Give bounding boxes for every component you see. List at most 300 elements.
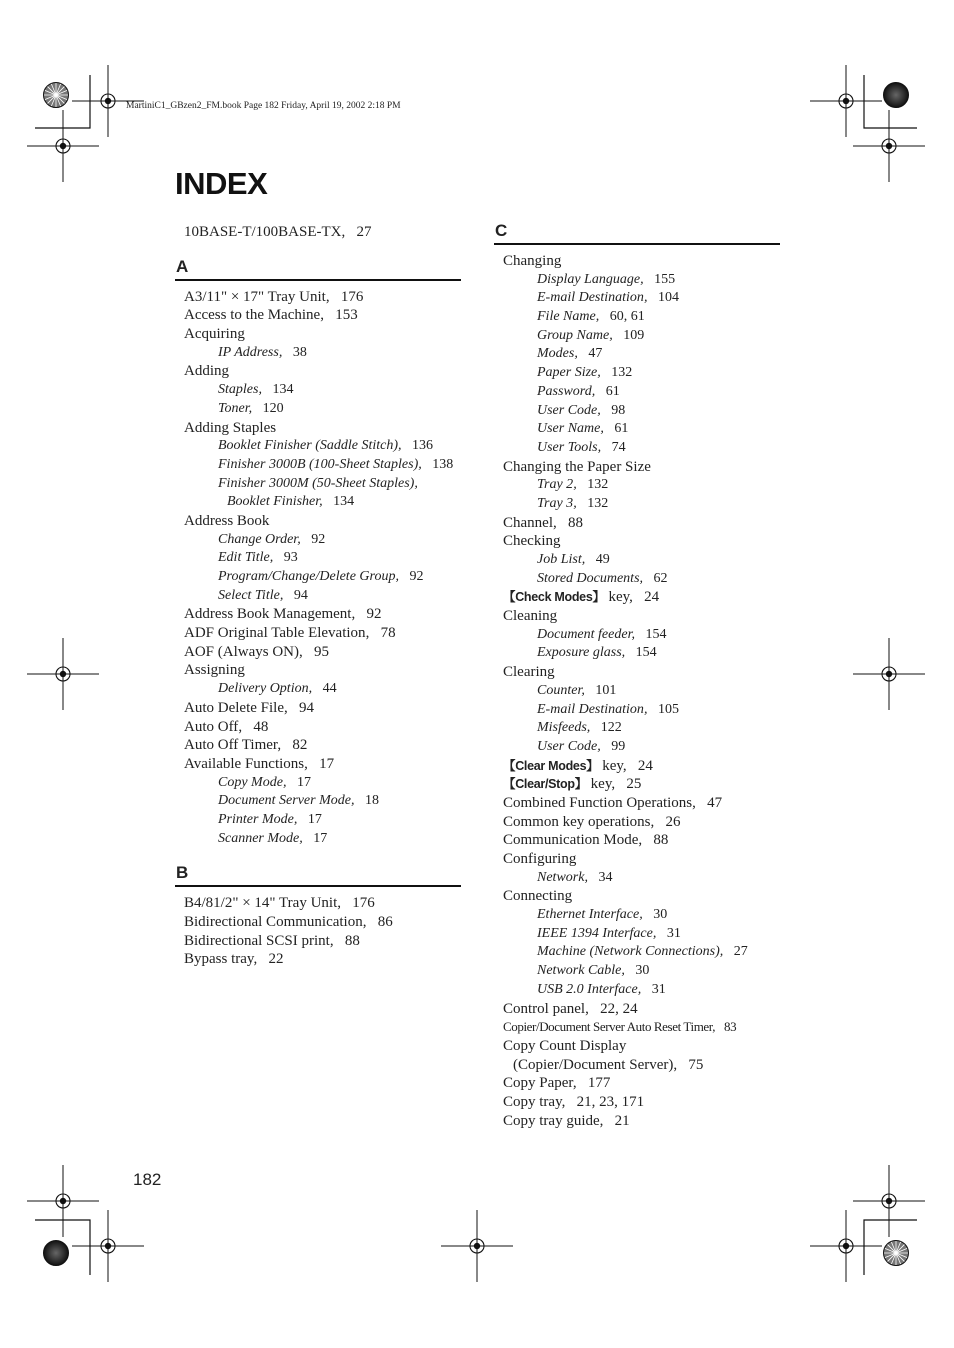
separator: , (572, 1075, 588, 1092)
separator: , (283, 699, 299, 716)
entry-page-numbers: 18 (364, 793, 379, 809)
index-entry (494, 607, 780, 626)
entry-term: Misfeeds (537, 720, 587, 736)
entry-page-numbers: 24 (644, 589, 660, 606)
entry-term: Access to the Machine (184, 307, 321, 324)
entry-term: Stored Documents (537, 570, 640, 586)
separator: , (640, 271, 655, 287)
entry-page-numbers: 94 (298, 699, 314, 716)
entry-term: Adding Staples (184, 419, 277, 436)
entry-term: A3/11" × 17" Tray Unit (184, 288, 326, 305)
entry-page-numbers: 154 (635, 645, 657, 661)
separator: , (365, 625, 381, 642)
separator: , (673, 1056, 689, 1073)
index-entry (494, 514, 780, 533)
index-subentry (494, 981, 780, 1000)
separator: , (561, 1093, 577, 1110)
index-entry (175, 512, 461, 531)
separator: , (258, 382, 273, 398)
entry-term: Bypass tray (184, 951, 254, 968)
entry-page-numbers: 104 (657, 290, 679, 306)
entry-term: User Name (537, 421, 601, 437)
separator: , (573, 495, 588, 511)
entry-page-numbers: 34 (598, 869, 613, 885)
entry-page-numbers: 17 (319, 755, 335, 772)
entry-term: Change Order (218, 531, 298, 547)
entry-page-numbers: 138 (432, 456, 454, 472)
index-subentry (494, 869, 780, 888)
key-name: 【Check Modes】 (503, 590, 605, 605)
entry-term: Acquiring (184, 326, 245, 343)
separator: , (597, 402, 612, 418)
entry-term: Clearing (503, 664, 555, 681)
page-title: INDEX (175, 166, 268, 201)
index-entry (175, 605, 461, 624)
entry-page-numbers: 30 (635, 963, 650, 979)
index-subentry (494, 476, 780, 495)
separator: , (278, 344, 293, 360)
entry-page-numbers: 17 (296, 774, 311, 790)
entry-term: Control panel (503, 1000, 586, 1017)
separator: , (586, 720, 601, 736)
separator: , (320, 307, 336, 324)
wheel-bottom-right (884, 1241, 909, 1266)
entry-term: Checking (503, 533, 561, 550)
index-subentry (175, 830, 461, 849)
index-right-column (494, 221, 780, 1130)
index-entry (494, 1000, 780, 1019)
index-entry (175, 913, 461, 932)
entry-term: Program/Change/Delete Group (218, 569, 396, 584)
separator: , (643, 290, 658, 306)
entry-page-numbers: 30 (653, 907, 668, 923)
entry-term: USB 2.0 Interface (537, 981, 638, 997)
index-subentry (494, 719, 780, 738)
entry-term: Auto Delete File (184, 699, 284, 716)
section-letter-a: A (175, 257, 461, 281)
entry-page-numbers: 27 (733, 944, 748, 960)
entry-page-numbers: 95 (314, 643, 329, 660)
entry-page-numbers: 120 (262, 400, 284, 416)
entry-term: User Tools (537, 439, 598, 455)
separator: , (395, 569, 410, 584)
index-entry (494, 588, 780, 607)
entry-term: B4/81/2" × 14" Tray Unit (184, 895, 338, 912)
entry-term: Machine (Network Connections) (537, 944, 720, 960)
entry-term: Ethernet Interface (537, 907, 640, 923)
index-subentry (494, 570, 780, 589)
index-left-column (175, 223, 461, 969)
separator: , (238, 718, 254, 735)
index-subentry (494, 271, 780, 290)
index-subentry (175, 549, 461, 568)
entry-term: IP Address (218, 344, 279, 360)
entry-term: Booklet Finisher (Saddle Stitch) (218, 438, 399, 454)
entry-page-numbers: 60, 61 (609, 309, 645, 325)
entry-term: Network Cable (537, 963, 622, 979)
index-subentry (494, 420, 780, 439)
index-entry (494, 1112, 780, 1131)
separator: , (581, 682, 596, 698)
index-entry (494, 813, 780, 832)
entry-page-numbers: 105 (657, 701, 679, 717)
entry-term: Bidirectional Communication (184, 914, 363, 930)
entry-term: Changing the Paper Size (503, 458, 651, 475)
entry-term: Adding (184, 363, 229, 380)
entry-term: User Code (537, 738, 598, 754)
index-subentry (494, 495, 780, 514)
entry-page-numbers: 92 (409, 569, 424, 584)
entry-page-numbers: 17 (313, 830, 328, 846)
index-subentry (494, 906, 780, 925)
separator: , (351, 606, 367, 623)
entry-page-numbers: 176 (352, 895, 375, 912)
separator: , (581, 552, 596, 567)
entry-page-numbers: 134 (333, 494, 355, 510)
index-subentry (494, 364, 780, 383)
index-subentry (494, 327, 780, 346)
index-entry (494, 794, 780, 813)
separator: , (643, 701, 658, 717)
entry-page-numbers: 92 (366, 606, 382, 623)
entry-term: Channel (503, 514, 553, 531)
entry-term: Delivery Option (218, 681, 309, 697)
entry-term: Assigning (184, 662, 245, 679)
entry-term: Paper Size (537, 365, 598, 381)
entry-term: (Copier/Document Server) (513, 1056, 674, 1073)
index-subentry (494, 626, 780, 645)
separator: , (362, 914, 378, 930)
separator: , (621, 645, 636, 661)
entry-term: Modes (537, 346, 575, 362)
separator: , (299, 830, 314, 846)
entry-term: Exposure glass (537, 645, 622, 661)
separator: , (293, 811, 308, 827)
separator: , (712, 1019, 725, 1035)
separator: , (329, 932, 345, 949)
separator: , (337, 895, 353, 912)
entry-page-numbers: 61 (614, 421, 629, 437)
entry-term: Job List (537, 552, 582, 567)
index-subentry (175, 792, 461, 811)
entry-term: ADF Original Table Elevation (184, 625, 366, 642)
index-entry (175, 699, 461, 718)
index-entry (175, 932, 461, 951)
separator: , (573, 477, 588, 493)
separator: , (639, 570, 654, 586)
index-subentry (494, 701, 780, 720)
index-entry (494, 887, 780, 906)
index-subentry (175, 531, 461, 550)
index-entry (494, 850, 780, 869)
entry-page-numbers: 109 (623, 327, 645, 343)
index-entry (175, 736, 461, 755)
index-subentry (494, 308, 780, 327)
entry-term: Document feeder (537, 626, 632, 642)
separator: , (622, 757, 638, 774)
index-entry (175, 894, 461, 913)
entry-term: Combined Function Operations (503, 794, 693, 811)
entry-page-numbers: 74 (611, 439, 626, 455)
entry-term: Network (537, 869, 585, 885)
index-entry (494, 1056, 780, 1075)
separator: , (398, 438, 413, 454)
entry-page-numbers: 82 (292, 737, 308, 754)
index-entry (494, 663, 780, 682)
index-entry (175, 950, 461, 969)
separator: , (621, 963, 636, 979)
index-entry (175, 643, 461, 662)
index-entry (175, 624, 461, 643)
index-subentry (175, 680, 461, 699)
book-file-info: MartiniC1_GBzen2_FM.book Page 182 Friday, April 19, 2002 2:18 PM (126, 101, 401, 111)
entry-page-numbers: 47 (707, 794, 723, 811)
entry-term: Copy Count Display (503, 1037, 627, 1054)
entry-page-numbers: 21, 23, 171 (576, 1093, 645, 1110)
separator: , (299, 643, 314, 660)
index-entry (494, 1037, 780, 1056)
separator: , (350, 793, 365, 809)
separator: , (597, 439, 612, 455)
entry-term: User Code (537, 402, 598, 418)
index-entry (494, 1074, 780, 1093)
index-entry (175, 755, 461, 774)
entry-page-numbers: 17 (307, 811, 322, 827)
entry-term: Group Name (537, 327, 610, 343)
entry-page-numbers: 99 (611, 738, 626, 754)
separator: , (692, 794, 708, 811)
separator: , (631, 626, 646, 642)
key-name: 【Clear Modes】 (503, 758, 599, 773)
index-subentry (175, 475, 461, 494)
entry-term: Connecting (503, 888, 573, 905)
entry-term: Password (537, 383, 592, 399)
entry-term: Common key operations (503, 813, 651, 830)
separator: , (279, 587, 294, 603)
index-entry (175, 325, 461, 344)
entry-term: key (598, 757, 623, 774)
entry-page-numbers: 176 (340, 288, 364, 305)
separator: , (609, 327, 624, 343)
separator: , (269, 550, 284, 566)
entry-term: 10BASE-T/100BASE-TX (184, 224, 342, 240)
entry-page-numbers: 62 (653, 570, 668, 586)
entry-term: Finisher 3000B (100-Sheet Staples) (218, 456, 419, 472)
separator: , (591, 383, 606, 399)
entry-page-numbers: 134 (272, 382, 294, 398)
entry-term: Copier/Document Server Auto Reset Timer (503, 1019, 713, 1035)
index-subentry (494, 345, 780, 364)
entry-page-numbers: 132 (611, 365, 633, 381)
entry-page-numbers: 24 (637, 757, 653, 774)
entry-term: Document Server Mode (218, 793, 351, 809)
entry-term: Changing (503, 253, 562, 269)
separator: , (341, 224, 357, 240)
separator: , (611, 776, 627, 793)
disc-top-right (884, 83, 909, 108)
entry-term: AOF (Always ON) (184, 643, 299, 660)
entry-page-numbers: 21 (614, 1112, 630, 1129)
index-subentry (175, 493, 461, 512)
index-entry (494, 1018, 780, 1037)
entry-term: Display Language (537, 271, 641, 287)
index-subentry (175, 381, 461, 400)
entry-term: Finisher 3000M (50-Sheet Staples), (218, 475, 418, 491)
entry-page-numbers: 31 (666, 925, 681, 941)
entry-page-numbers: 83 (724, 1019, 737, 1035)
entry-term: Counter (537, 682, 582, 698)
separator: , (585, 1000, 601, 1017)
index-entry (175, 362, 461, 381)
disc-bottom-left (44, 1241, 69, 1266)
index-entry (494, 1093, 780, 1112)
index-entry (175, 223, 461, 242)
index-subentry (494, 943, 780, 962)
wheel-top-left (44, 83, 69, 108)
index-subentry (494, 644, 780, 663)
entry-page-numbers: 27 (356, 224, 372, 240)
separator: , (553, 514, 568, 531)
entry-term: Staples (218, 382, 259, 398)
separator: , (297, 531, 312, 547)
separator: , (599, 1112, 615, 1129)
separator: , (719, 944, 734, 960)
separator: , (325, 288, 341, 305)
entry-term: Toner (218, 400, 249, 416)
entry-term: Select Title (218, 587, 280, 603)
entry-page-numbers: 61 (605, 383, 620, 399)
entry-page-numbers: 177 (587, 1075, 611, 1092)
separator: , (639, 907, 654, 923)
entry-term: Copy Mode (218, 774, 283, 790)
entry-page-numbers: 101 (595, 682, 617, 698)
index-entry (175, 288, 461, 307)
entry-term: Address Book Management (184, 606, 352, 623)
index-subentry (175, 400, 461, 419)
separator: , (319, 494, 334, 510)
entry-page-numbers: 132 (587, 495, 609, 511)
entry-page-numbers: 153 (335, 307, 358, 324)
entry-term: IEEE 1394 Interface (537, 925, 653, 941)
index-entry (494, 458, 780, 477)
index-subentry (494, 439, 780, 458)
index-entry (175, 718, 461, 737)
entry-page-numbers: 93 (283, 550, 298, 566)
entry-page-numbers: 48 (253, 718, 269, 735)
index-entry (175, 306, 461, 325)
entry-term: Cleaning (503, 608, 558, 625)
entry-page-numbers: 22 (268, 951, 284, 968)
separator: , (308, 681, 323, 697)
entry-term: Edit Title (218, 550, 270, 566)
index-subentry (494, 551, 780, 570)
entry-term: key (586, 776, 612, 793)
index-subentry (494, 289, 780, 308)
entry-page-numbers: 25 (626, 776, 642, 793)
index-subentry (175, 568, 461, 587)
entry-term: Communication Mode (503, 832, 639, 849)
separator: , (248, 400, 263, 416)
entry-page-numbers: 154 (645, 626, 667, 642)
separator: , (600, 421, 615, 437)
entry-page-numbers: 155 (654, 271, 676, 287)
index-subentry (175, 437, 461, 456)
separator: , (597, 365, 612, 381)
entry-term: E-mail Destination (537, 701, 644, 717)
separator: , (574, 346, 589, 362)
entry-page-numbers: 47 (588, 346, 603, 362)
entry-term: Auto Off Timer (184, 737, 278, 754)
entry-term: Address Book (184, 512, 270, 529)
entry-page-numbers: 88 (653, 832, 669, 849)
entry-term: Copy Paper (503, 1075, 573, 1092)
entry-term: Configuring (503, 851, 577, 867)
entry-page-numbers: 92 (311, 531, 326, 547)
entry-page-numbers: 49 (595, 552, 610, 567)
index-subentry (175, 344, 461, 363)
index-subentry (175, 587, 461, 606)
index-subentry (494, 682, 780, 701)
entry-page-numbers: 88 (568, 514, 583, 531)
entry-term: E-mail Destination (537, 290, 644, 306)
entry-term: Tray 2 (537, 477, 574, 493)
index-entry (175, 419, 461, 438)
separator: , (652, 925, 667, 941)
index-subentry (175, 456, 461, 475)
separator: , (638, 832, 654, 849)
entry-page-numbers: 98 (611, 402, 626, 418)
page-number: 182 (133, 1170, 162, 1189)
section-letter-c: C (494, 221, 780, 245)
entry-page-numbers: 122 (600, 720, 622, 736)
entry-page-numbers: 44 (322, 681, 337, 697)
entry-term: Auto Off (184, 718, 239, 735)
separator: , (629, 589, 645, 606)
entry-page-numbers: 94 (293, 587, 308, 603)
index-subentry (494, 383, 780, 402)
index-entry (494, 532, 780, 551)
entry-page-numbers: 38 (292, 344, 307, 360)
entry-page-numbers: 132 (587, 477, 609, 493)
entry-page-numbers: 75 (688, 1056, 704, 1073)
separator: , (277, 737, 293, 754)
index-subentry (494, 402, 780, 421)
entry-term: Available Functions (184, 755, 305, 772)
index-subentry (175, 774, 461, 793)
index-entry (175, 661, 461, 680)
separator: , (282, 774, 297, 790)
entry-term: Tray 3 (537, 495, 574, 511)
index-subentry (494, 925, 780, 944)
separator: , (597, 738, 612, 754)
separator: , (304, 755, 320, 772)
entry-page-numbers: 86 (377, 914, 393, 930)
entry-page-numbers: 22, 24 (600, 1000, 638, 1017)
entry-term: Copy tray guide (503, 1112, 600, 1129)
entry-page-numbers: 78 (380, 625, 396, 642)
index-subentry (175, 811, 461, 830)
entry-term: Copy tray (503, 1093, 562, 1110)
entry-term: Bidirectional SCSI print (184, 932, 330, 949)
separator: , (595, 309, 610, 325)
entry-term: Printer Mode (218, 811, 294, 827)
separator: , (253, 951, 269, 968)
entry-term: File Name (537, 309, 596, 325)
entry-term: Scanner Mode (218, 830, 300, 846)
separator: , (584, 869, 599, 885)
entry-page-numbers: 31 (651, 981, 666, 997)
index-subentry (494, 738, 780, 757)
